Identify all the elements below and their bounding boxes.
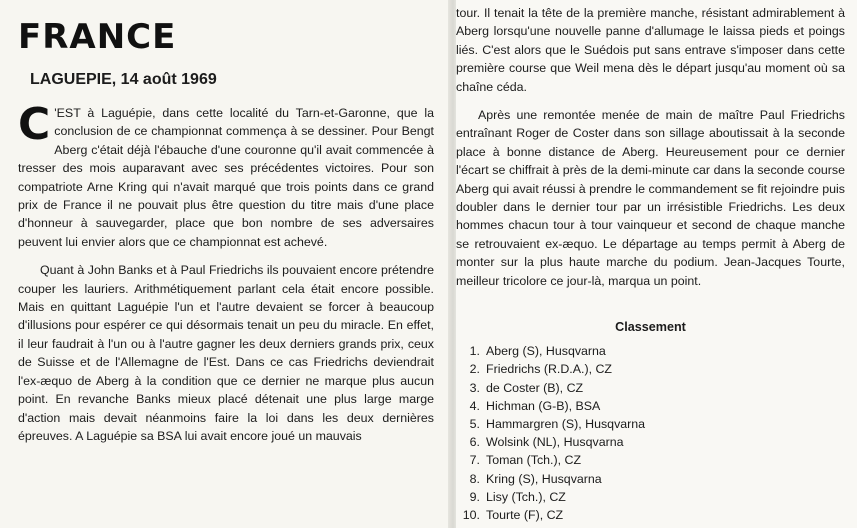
ranking-item (458, 506, 845, 524)
ranking-item (458, 451, 845, 469)
page-title: FRANCE (18, 17, 177, 57)
ranking-item (458, 433, 845, 451)
right-page (456, 0, 857, 528)
rank-entry: Kring (S), Husqvarna (486, 471, 602, 486)
ranking-item (458, 397, 845, 415)
rank-entry: Aberg (S), Husqvarna (486, 344, 606, 359)
rank-number: 2. (469, 362, 480, 377)
right-column (456, 4, 845, 524)
article-paragraph-1 (18, 99, 434, 251)
ranking-item (458, 379, 845, 397)
drop-cap: C (18, 99, 51, 150)
event-subtitle: LAGUEPIE, 14 août 1969 (30, 71, 217, 88)
classement-heading: Classement (615, 320, 686, 335)
rank-number: 7. (469, 453, 480, 468)
rank-number: 6. (469, 435, 480, 450)
rank-number: 9. (469, 489, 480, 504)
rank-entry: Wolsink (NL), Husqvarna (486, 435, 624, 450)
rank-entry: Hammargren (S), Husqvarna (486, 416, 646, 431)
rank-number: 4. (469, 398, 480, 413)
rank-entry: Lisy (Tch.), CZ (486, 489, 566, 504)
ranking-item (458, 415, 845, 433)
ranking-item (458, 488, 845, 506)
rank-number: 8. (469, 471, 480, 486)
rank-entry: Hichman (G-B), BSA (486, 398, 601, 413)
rank-number: 10. (462, 507, 480, 522)
rank-entry: Toman (Tch.), CZ (486, 453, 582, 468)
article-paragraph-3: tour. Il tenait la tête de la première manche, résistant admirablement à Aberg lorsqu'une nouvelle panne d'allumage le laissa pieds et poings liés. C'est alors que le Suédois put sans entrave s'imposer dans cette première course que Weil mena dès le départ jusqu'au moment où sa chaîne céda. (456, 6, 845, 94)
rank-entry: Friedrichs (R.D.A.), CZ (486, 362, 612, 377)
article-paragraph-4: Après une remontée menée de main de maître Paul Friedrichs entraînant Roger de Coster dans son sillage aboutissait à la seconde place à bonne distance de Aberg. Heureusement pour ce dernier l'écart se chiffrait à près de la demi-minute car dans la seconde course Aberg qui avait réussi à prendre le commandement se fit rejoindre puis doubler dans le dernier tour par un irrésistible Friedrichs. Les deux hommes chacun tour à tour vainqueur et second de chaque manche se retrouvaient ex-æquo. Le départage au temps permit à Aberg de monter sur la plus haute marche du podium. Jean-Jacques Tourte, meilleur tricolore ce jour-là, marqua un point. (456, 108, 845, 288)
ranking-list (456, 342, 845, 524)
ranking-item (458, 342, 845, 360)
paragraph-1-text: 'EST à Laguépie, dans cette localité du Tarn-et-Garonne, que la conclusion de ce championnat commença à se dessiner. Pour Bengt Aberg c'était déjà l'ébauche d'une couronne qu'il avait commencée à tresser des mois auparavant avec ses précédentes victoires. Pour son compatriote Arne Kring qui n'avait marqué que trois points dans ce grand prix de France il ne pouvait plus être question du titre mais d'une place d'honneur à sauvegarder, place que bon nombre de ses adversaires peuvent lui envier alors que ce championnat est achevé. (18, 106, 434, 249)
rank-number: 1. (469, 344, 480, 359)
ranking-item (458, 470, 845, 488)
article-paragraph-2: Quant à John Banks et à Paul Friedrichs ils pouvaient encore prétendre couper les lauriers. Arithmétiquement parlant cela était encore possible. Mais en quittant Laguépie l'un et l'autre devaient se forcer à beaucoup d'illusions pour espérer ce qui désormais tenait un peu du miracle. En effet, il leur faudrait à l'un ou à l'autre gagner les deux derniers grands prix, ceux de Suisse et de l'Allemagne de l'Est. Dans ce cas Friedrichs deviendrait l'ex-æquo de Aberg à la condition que ce dernier ne marque plus aucun point. En revanche Banks mieux placé détenait une plus large marge d'action mais devait néanmoins faire la loi dans les deux dernières épreuves. A Laguépie sa BSA lui avait encore joué un mauvais (18, 263, 434, 443)
rank-entry: de Coster (B), CZ (486, 380, 584, 395)
ranking-item (458, 360, 845, 378)
rank-entry: Tourte (F), CZ (486, 507, 564, 522)
rank-number: 5. (469, 416, 480, 431)
rank-number: 3. (469, 380, 480, 395)
